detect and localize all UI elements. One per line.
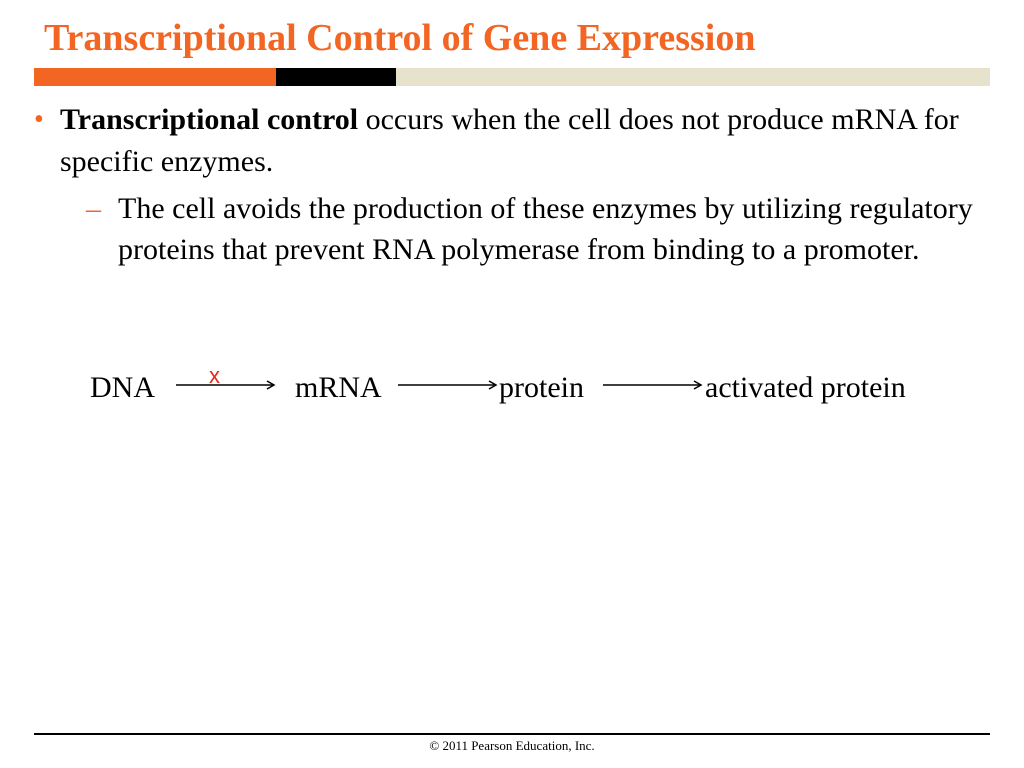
title-bar-orange-segment <box>34 68 276 86</box>
sub-bullet-marker: – <box>86 192 101 225</box>
title-bar-black-segment <box>276 68 396 86</box>
transcription-block-mark: x <box>209 363 220 388</box>
footer-copyright: © 2011 Pearson Education, Inc. <box>429 738 595 753</box>
expression-flow-diagram <box>0 363 1024 412</box>
bullet-marker: • <box>34 104 44 135</box>
flow-node-mrna: mRNA <box>295 371 382 404</box>
sub-bullet <box>86 188 986 270</box>
sub-bullet-text: The cell avoids the production of these enzymes by utilizing regulatory proteins that prevent RNA polymerase from binding to a promoter. <box>118 192 973 266</box>
flow-node-activated-protein: activated protein <box>705 371 906 404</box>
footer-divider <box>34 733 990 735</box>
title-bar-tan-segment <box>396 68 990 86</box>
arrow-right-icon <box>603 378 703 398</box>
main-bullet-text <box>60 99 964 183</box>
main-bullet-bold-term: Transcriptional control <box>60 103 359 136</box>
arrow-right-icon <box>398 378 498 398</box>
main-bullet-rest: occurs when the cell does not produce mRNA for specific enzymes. <box>60 103 959 178</box>
flow-node-dna: DNA <box>90 371 155 404</box>
slide-title: Transcriptional Control of Gene Expression <box>44 17 756 59</box>
main-bullet <box>34 99 964 183</box>
flow-node-protein: protein <box>499 371 584 404</box>
title-underline-bar <box>34 68 990 86</box>
blocked-arrow-icon <box>176 378 276 398</box>
